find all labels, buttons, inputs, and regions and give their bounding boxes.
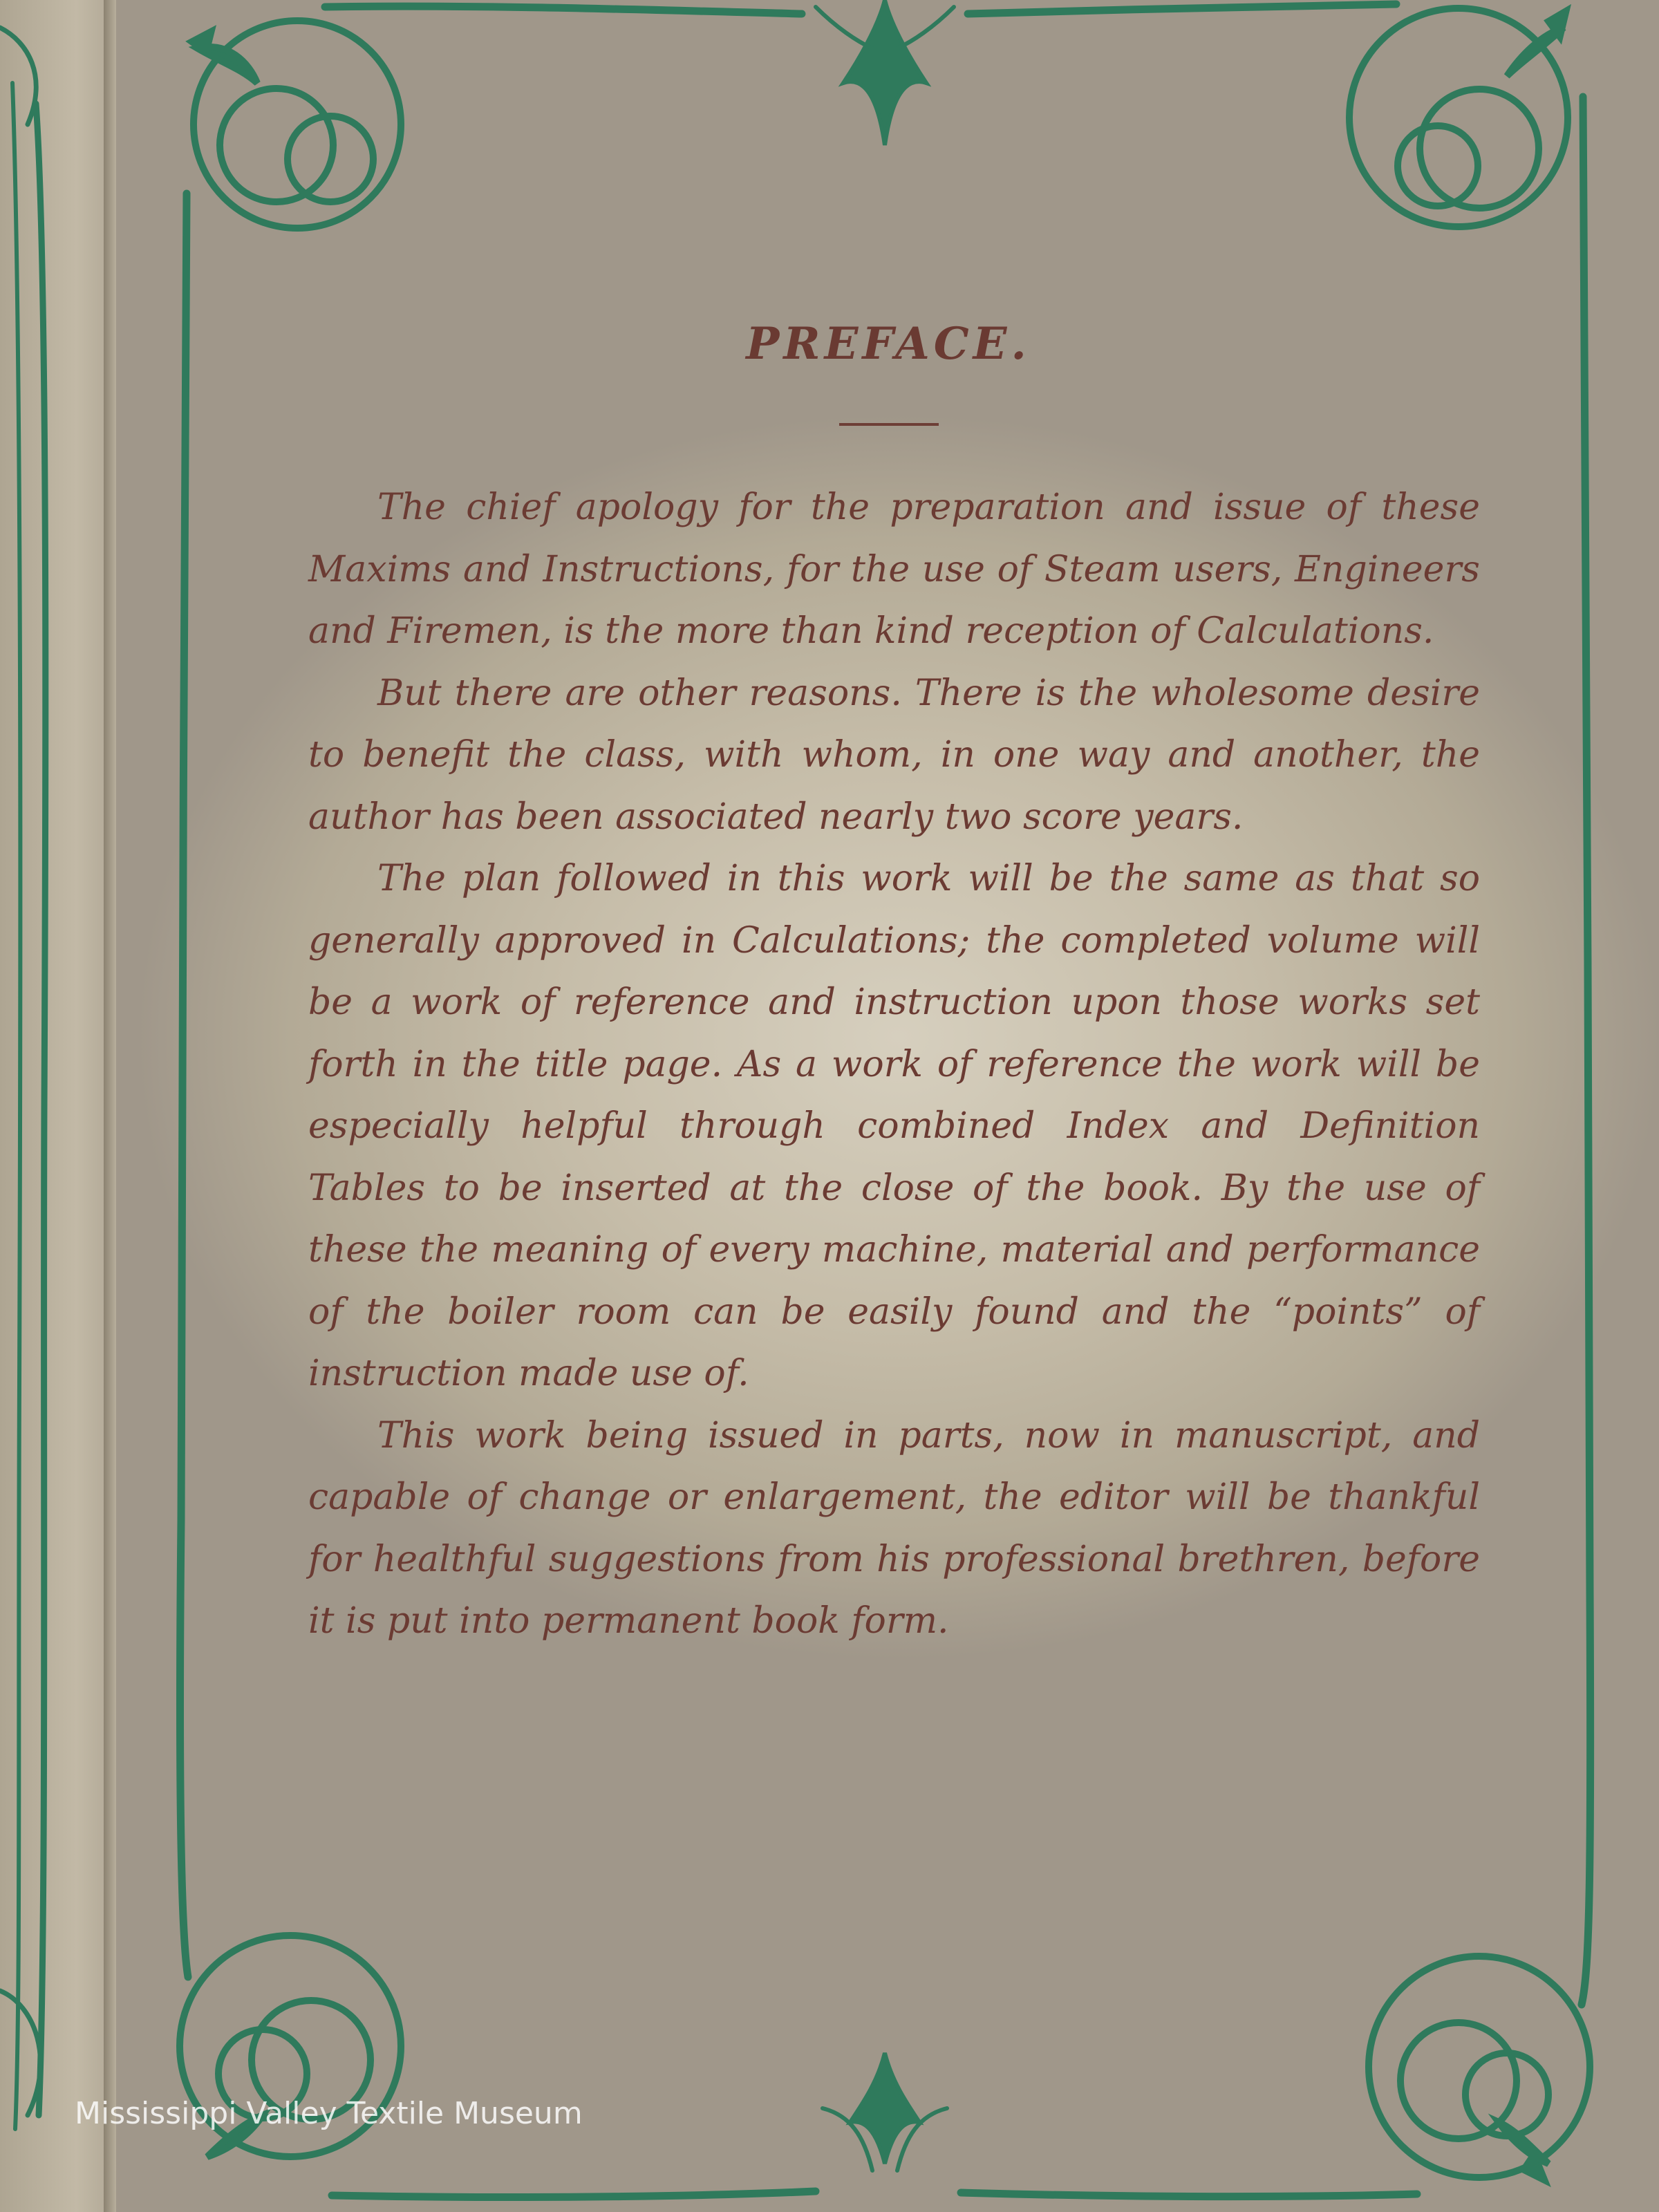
watermark: Mississippi Valley Textile Museum [75,2096,583,2131]
paragraph: But there are other reasons. There is the wholesome desire to benefit the class, with whom, in one way and another, the author has been associated nearly two score years. [308,672,1480,838]
bottom-center-ornament [823,2053,947,2171]
title-divider [839,423,939,426]
paragraph: The chief apology for the preparation and issue of these Maxims and Instructions, for the use of Steam users, Engineers and Firemen, is the more than kind reception of Calculations. [308,487,1480,652]
corner-ornament-top-right [1349,7,1569,227]
corner-ornament-bottom-right [1369,1956,1590,2184]
paragraph: This work being issued in parts, now in manuscript, and capable of change or enlargement, the editor will be thankful for healthful suggestions from his professional brethren, before it is put into permanent book form. [308,1414,1480,1642]
page-title: PREFACE. [746,318,1031,370]
preface-body [308,477,1480,1653]
top-center-ornament [816,0,954,145]
paragraph: The plan followed in this work will be the same as that so generally approved in Calculations; the completed volume will be a work of reference and instruction upon those works set forth in the title page. As a work of reference the work will be especially helpful through combined Index and Definition Tables to be inserted at the close of the book. By the use of these the meaning of every machine, material and performance of the boiler room can be easily found and the “points” of instruction made use of. [308,858,1480,1394]
corner-ornament-top-left [188,21,401,228]
